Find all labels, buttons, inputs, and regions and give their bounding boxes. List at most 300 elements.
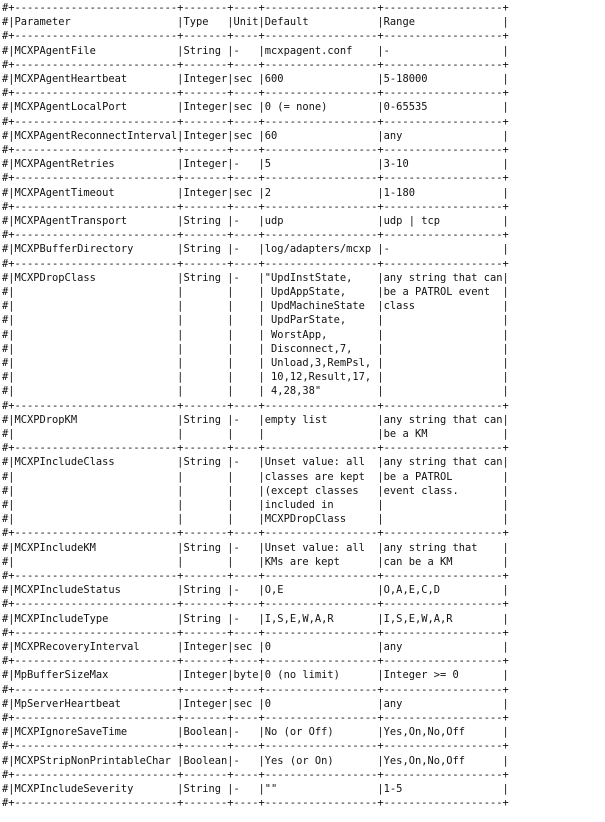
- cell-type: [183, 343, 227, 355]
- column-separator: |: [377, 783, 384, 795]
- row-divider: #+--------------------------+-------+----+------------------+-------------------+: [2, 570, 509, 582]
- column-separator: |: [227, 215, 234, 227]
- column-separator: |: [227, 300, 234, 313]
- column-separator: |: [377, 243, 384, 256]
- row-divider: #+--------------------------+-------+----+------------------+-------------------+: [2, 115, 509, 128]
- cell-range: [384, 385, 503, 397]
- cell-type: Integer: [183, 158, 228, 171]
- row-divider: #+--------------------------+-------+----+------------------+-------------------+: [2, 229, 509, 242]
- column-separator: |: [377, 470, 384, 483]
- column-separator: |: [258, 470, 265, 483]
- column-separator: |: [377, 371, 384, 384]
- row-prefix: #|: [2, 499, 15, 511]
- row-prefix: #|: [2, 641, 15, 653]
- column-separator: |: [227, 541, 234, 554]
- row-prefix: #|: [2, 555, 15, 568]
- cell-range: any string that can: [383, 456, 503, 469]
- cell-type: String: [183, 612, 228, 625]
- cell-parameter: MCXPIgnoreSaveTime: [14, 726, 178, 739]
- cell-default: Default: [264, 16, 378, 29]
- column-separator: |: [377, 328, 384, 341]
- cell-default: No (or Off): [264, 726, 378, 739]
- row-prefix: #|: [2, 584, 15, 597]
- cell-parameter: Parameter: [14, 16, 178, 29]
- column-separator: |: [258, 669, 265, 682]
- table-row-continuation: [2, 285, 509, 299]
- column-separator: |: [258, 612, 265, 625]
- cell-type: Integer: [183, 186, 228, 199]
- column-separator: |: [258, 697, 265, 710]
- column-separator: |: [502, 385, 509, 398]
- column-separator: |: [258, 271, 265, 284]
- column-separator: |: [227, 499, 234, 511]
- column-separator: |: [177, 783, 184, 795]
- cell-default: 2: [264, 186, 378, 199]
- column-separator: |: [258, 413, 265, 426]
- cell-unit: [234, 513, 259, 525]
- row-prefix: #|: [2, 215, 15, 227]
- cell-parameter: MCXPDropKM: [14, 413, 178, 426]
- cell-unit: -: [233, 456, 259, 469]
- cell-parameter: [15, 286, 178, 298]
- row-divider: #+--------------------------+-------+----+------------------+-------------------+: [2, 527, 509, 540]
- cell-type: Integer: [183, 101, 228, 114]
- cell-range: event class.: [383, 484, 503, 497]
- cell-parameter: MCXPAgentFile: [14, 44, 178, 57]
- cell-type: [183, 286, 227, 298]
- column-separator: |: [502, 357, 509, 369]
- column-separator: |: [377, 555, 384, 568]
- cell-parameter: [15, 385, 178, 397]
- column-separator: |: [502, 243, 509, 256]
- column-separator: |: [227, 385, 234, 398]
- table-row: [2, 640, 509, 654]
- row-divider: #+--------------------------+-------+----+------------------+-------------------+: [2, 712, 509, 724]
- column-separator: |: [177, 484, 184, 497]
- cell-type: Integer: [183, 129, 228, 142]
- cell-unit: sec: [233, 101, 259, 114]
- column-separator: |: [258, 300, 265, 313]
- column-separator: |: [258, 44, 265, 57]
- column-separator: |: [377, 300, 384, 313]
- cell-parameter: [15, 357, 178, 369]
- row-prefix: #|: [2, 186, 15, 199]
- cell-type: String: [183, 243, 228, 256]
- column-separator: |: [177, 754, 184, 767]
- cell-default: 600: [264, 73, 378, 85]
- cell-unit: -: [233, 612, 259, 625]
- column-separator: |: [227, 243, 234, 256]
- cell-range: can be a KM: [383, 555, 503, 568]
- column-separator: |: [177, 541, 184, 554]
- column-separator: |: [177, 513, 184, 526]
- row-divider: #+--------------------------+-------+----+------------------+-------------------+: [2, 740, 509, 753]
- table-row: [2, 72, 509, 86]
- cell-default: Unset value: all: [264, 456, 378, 469]
- row-prefix: #|: [2, 286, 15, 298]
- cell-range: be a KM: [383, 428, 503, 440]
- row-divider: #+--------------------------+-------+----+------------------+-------------------+: [2, 442, 509, 455]
- cell-parameter: [15, 314, 178, 326]
- cell-default: empty list: [264, 413, 378, 426]
- row-prefix: #|: [2, 129, 15, 142]
- cell-type: String: [183, 215, 228, 227]
- cell-default: 0 (no limit): [264, 669, 378, 682]
- column-separator: |: [227, 428, 234, 440]
- cell-parameter: MCXPStripNonPrintableChar: [14, 754, 178, 767]
- cell-range: -: [383, 243, 503, 256]
- cell-parameter: MCXPAgentLocalPort: [14, 101, 178, 114]
- row-divider: #+--------------------------+-------+----+------------------+-------------------+: [2, 768, 509, 781]
- row-prefix: #|: [2, 456, 15, 469]
- column-separator: |: [177, 357, 184, 369]
- column-separator: |: [377, 44, 384, 57]
- column-separator: |: [502, 484, 509, 497]
- cell-unit: -: [233, 271, 259, 284]
- cell-unit: -: [233, 584, 259, 597]
- column-separator: |: [227, 641, 234, 653]
- column-separator: |: [227, 186, 234, 199]
- cell-range: -: [383, 44, 503, 57]
- table-row: [2, 612, 509, 626]
- cell-type: [183, 371, 227, 383]
- row-divider: #+--------------------------+-------+----+------------------+-------------------+: [2, 655, 509, 668]
- cell-default: "": [264, 783, 378, 795]
- cell-type: Integer: [183, 73, 228, 85]
- cell-parameter: MCXPAgentRetries: [14, 158, 178, 171]
- cell-range: class: [383, 300, 503, 313]
- column-separator: |: [258, 158, 265, 171]
- cell-default: Disconnect,7,: [264, 342, 378, 355]
- cell-type: Integer: [183, 669, 228, 682]
- column-separator: |: [502, 499, 509, 511]
- column-separator: |: [177, 328, 184, 341]
- column-separator: |: [377, 314, 384, 327]
- cell-default: UpdParState,: [264, 314, 378, 327]
- cell-unit: -: [233, 726, 259, 739]
- cell-parameter: MpServerHeartbeat: [14, 697, 178, 710]
- column-separator: |: [227, 669, 234, 682]
- column-separator: |: [177, 641, 184, 653]
- cell-unit: -: [233, 44, 259, 57]
- column-separator: |: [377, 186, 384, 199]
- column-separator: |: [258, 129, 265, 142]
- column-separator: |: [377, 342, 384, 355]
- table-row-continuation: [2, 356, 509, 370]
- column-separator: |: [258, 754, 265, 767]
- cell-default: mcxpagent.conf: [264, 44, 378, 57]
- cell-range: 0-65535: [383, 101, 503, 114]
- cell-parameter: MCXPRecoveryInterval: [14, 641, 178, 653]
- column-separator: |: [227, 456, 234, 469]
- cell-unit: sec: [233, 73, 259, 85]
- cell-type: Type: [183, 16, 228, 29]
- column-separator: |: [502, 669, 509, 682]
- column-separator: |: [377, 697, 384, 710]
- column-separator: |: [227, 129, 234, 142]
- column-separator: |: [502, 754, 509, 767]
- column-separator: |: [258, 555, 265, 568]
- table-row: [2, 725, 509, 739]
- column-separator: |: [177, 697, 184, 710]
- column-separator: |: [377, 385, 384, 398]
- cell-unit: sec: [233, 186, 259, 199]
- cell-range: any: [383, 697, 503, 710]
- cell-parameter: [15, 300, 178, 312]
- column-separator: |: [258, 513, 265, 526]
- table-row: [2, 129, 509, 143]
- cell-parameter: MCXPIncludeType: [14, 612, 178, 625]
- cell-parameter: [15, 499, 178, 511]
- column-separator: |: [258, 726, 265, 739]
- column-separator: |: [258, 186, 265, 199]
- cell-range: 1-180: [383, 186, 503, 199]
- column-separator: |: [377, 726, 384, 739]
- cell-default: 5: [264, 158, 378, 171]
- column-separator: |: [502, 456, 509, 469]
- column-separator: |: [377, 513, 384, 526]
- cell-parameter: [15, 329, 178, 341]
- cell-parameter: MCXPIncludeKM: [14, 541, 178, 554]
- cell-default: (except classes: [264, 484, 378, 497]
- column-separator: |: [227, 783, 234, 795]
- column-separator: |: [227, 342, 234, 355]
- column-separator: |: [177, 555, 184, 568]
- column-separator: |: [227, 371, 234, 384]
- column-separator: |: [502, 186, 509, 199]
- row-prefix: #|: [2, 300, 15, 313]
- column-separator: |: [502, 470, 509, 483]
- cell-unit: [234, 300, 259, 312]
- column-separator: |: [227, 555, 234, 568]
- table-row: [2, 541, 509, 555]
- cell-type: String: [183, 413, 228, 426]
- column-separator: |: [177, 158, 184, 171]
- table-row-continuation: [2, 370, 509, 384]
- cell-range: 3-10: [383, 158, 503, 171]
- cell-unit: [234, 499, 259, 511]
- row-prefix: #|: [2, 385, 15, 398]
- cell-unit: sec: [233, 641, 259, 653]
- row-prefix: #|: [2, 371, 15, 384]
- row-divider: #+--------------------------+-------+----+------------------+-------------------+: [2, 683, 509, 696]
- cell-parameter: MCXPIncludeClass: [14, 456, 178, 469]
- column-separator: |: [227, 413, 234, 426]
- row-prefix: #|: [2, 470, 15, 483]
- cell-default: I,S,E,W,A,R: [264, 612, 378, 625]
- cell-type: [183, 300, 227, 312]
- table-row: [2, 157, 509, 171]
- column-separator: |: [227, 697, 234, 710]
- column-separator: |: [258, 783, 265, 795]
- table-row: [2, 413, 509, 427]
- cell-unit: sec: [233, 697, 259, 710]
- row-prefix: #|: [2, 513, 15, 526]
- column-separator: |: [377, 73, 384, 85]
- row-divider: #+--------------------------+-------+----+------------------+-------------------+: [2, 797, 509, 810]
- table-header-row: [2, 15, 509, 29]
- column-separator: |: [227, 328, 234, 341]
- cell-parameter: MCXPAgentHeartbeat: [14, 73, 178, 85]
- table-row: [2, 583, 509, 597]
- column-separator: |: [502, 158, 509, 171]
- column-separator: |: [177, 499, 184, 511]
- cell-type: String: [183, 541, 228, 554]
- row-divider: #+--------------------------+-------+----+------------------+-------------------+: [2, 172, 509, 185]
- cell-default: WorstApp,: [264, 328, 378, 341]
- column-separator: |: [258, 357, 265, 369]
- column-separator: |: [377, 641, 384, 653]
- cell-parameter: [15, 485, 178, 497]
- table-row-continuation: [2, 313, 509, 327]
- column-separator: |: [177, 428, 184, 440]
- cell-type: [183, 499, 227, 511]
- column-separator: |: [502, 428, 509, 440]
- cell-type: Integer: [183, 697, 228, 710]
- row-prefix: #|: [2, 484, 15, 497]
- row-prefix: #|: [2, 158, 15, 171]
- column-separator: |: [177, 470, 184, 483]
- cell-parameter: MCXPDropClass: [14, 271, 178, 284]
- column-separator: |: [177, 186, 184, 199]
- column-separator: |: [258, 484, 265, 497]
- cell-type: [183, 485, 227, 497]
- cell-parameter: [15, 513, 178, 525]
- column-separator: |: [227, 484, 234, 497]
- table-row: [2, 782, 509, 796]
- column-separator: |: [377, 499, 384, 511]
- row-divider: #+--------------------------+-------+----+------------------+-------------------+: [2, 144, 509, 156]
- column-separator: |: [377, 456, 384, 469]
- cell-type: String: [183, 783, 228, 795]
- column-separator: |: [377, 428, 384, 440]
- cell-unit: sec: [233, 129, 259, 142]
- column-separator: |: [177, 73, 184, 85]
- cell-default: UpdMachineState: [264, 300, 378, 313]
- column-separator: |: [502, 73, 509, 85]
- table-row-continuation: [2, 299, 509, 313]
- column-separator: |: [502, 215, 509, 227]
- cell-range: any string that can: [383, 271, 503, 284]
- column-separator: |: [227, 44, 234, 57]
- cell-type: String: [183, 271, 228, 284]
- column-separator: |: [177, 726, 184, 739]
- table-row: [2, 100, 509, 114]
- cell-default: Yes (or On): [264, 754, 378, 767]
- column-separator: |: [502, 641, 509, 653]
- cell-default: 0 (= none): [264, 101, 378, 114]
- cell-range: [384, 371, 503, 383]
- row-prefix: #|: [2, 342, 15, 355]
- column-separator: |: [258, 215, 265, 227]
- cell-range: [384, 499, 503, 511]
- cell-default: O,E: [264, 584, 378, 597]
- table-row: [2, 668, 509, 682]
- column-separator: |: [227, 470, 234, 483]
- column-separator: |: [377, 215, 384, 227]
- cell-range: [384, 513, 503, 525]
- cell-default: included in: [264, 499, 378, 511]
- cell-range: [384, 357, 503, 369]
- row-prefix: #|: [2, 44, 15, 57]
- cell-unit: [234, 343, 259, 355]
- row-prefix: #|: [2, 669, 15, 682]
- column-separator: |: [258, 314, 265, 327]
- column-separator: |: [177, 271, 184, 284]
- row-divider: #+--------------------------+-------+----+------------------+-------------------+: [2, 598, 509, 611]
- cell-type: [183, 314, 227, 326]
- cell-default: 60: [264, 129, 378, 142]
- row-prefix: #|: [2, 612, 15, 625]
- cell-unit: byte: [233, 669, 259, 682]
- column-separator: |: [177, 16, 184, 29]
- cell-range: 5-18000: [383, 73, 503, 85]
- column-separator: |: [177, 584, 184, 597]
- column-separator: |: [227, 612, 234, 625]
- cell-type: [183, 428, 227, 440]
- cell-default: classes are kept: [264, 470, 378, 483]
- cell-parameter: MCXPBufferDirectory: [14, 243, 178, 256]
- column-separator: |: [377, 129, 384, 142]
- row-prefix: #|: [2, 73, 15, 85]
- cell-type: [183, 329, 227, 341]
- table-row: [2, 214, 509, 228]
- cell-default: 0: [264, 697, 378, 710]
- column-separator: |: [227, 584, 234, 597]
- row-prefix: #|: [2, 541, 15, 554]
- column-separator: |: [258, 101, 265, 114]
- table-row-continuation: [2, 498, 509, 512]
- column-separator: |: [177, 286, 184, 298]
- column-separator: |: [502, 314, 509, 327]
- column-separator: |: [502, 413, 509, 426]
- cell-unit: -: [233, 541, 259, 554]
- column-separator: |: [258, 342, 265, 355]
- cell-parameter: MCXPIncludeStatus: [14, 584, 178, 597]
- cell-range: Yes,On,No,Off: [383, 754, 503, 767]
- column-separator: |: [177, 413, 184, 426]
- column-separator: |: [227, 357, 234, 369]
- cell-unit: Unit: [233, 16, 259, 29]
- cell-type: [183, 556, 227, 568]
- column-separator: |: [502, 612, 509, 625]
- cell-default: "UpdInstState,: [264, 271, 378, 284]
- column-separator: |: [258, 456, 265, 469]
- cell-range: any: [383, 641, 503, 653]
- cell-unit: [234, 428, 259, 440]
- cell-range: Integer >= 0: [383, 669, 503, 682]
- column-separator: |: [177, 669, 184, 682]
- cell-parameter: [15, 343, 178, 355]
- column-separator: |: [177, 300, 184, 313]
- table-row: [2, 271, 509, 285]
- cell-default: 0: [264, 641, 378, 653]
- cell-unit: [234, 556, 259, 568]
- column-separator: |: [502, 726, 509, 739]
- cell-parameter: [15, 428, 178, 440]
- column-separator: |: [177, 456, 184, 469]
- row-prefix: #|: [2, 101, 15, 114]
- row-divider: #+--------------------------+-------+----+------------------+-------------------+: [2, 30, 509, 43]
- column-separator: |: [377, 612, 384, 625]
- column-separator: |: [177, 44, 184, 57]
- cell-parameter: [15, 371, 178, 383]
- cell-range: any string that: [383, 541, 503, 554]
- row-divider: #+--------------------------+-------+----+------------------+-------------------+: [2, 257, 509, 270]
- column-separator: |: [377, 101, 384, 114]
- column-separator: |: [502, 16, 509, 29]
- cell-type: [183, 385, 227, 397]
